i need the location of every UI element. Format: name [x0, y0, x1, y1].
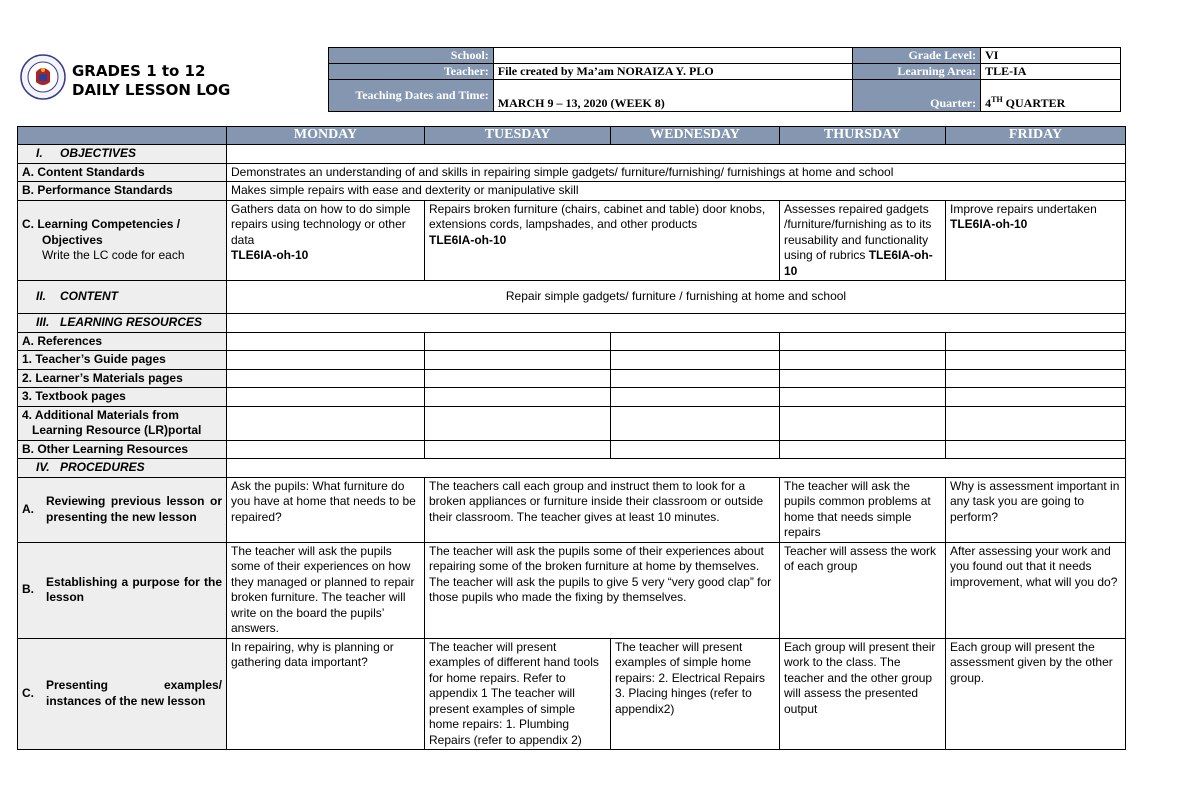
day-thursday: THURSDAY [780, 127, 946, 145]
teaching-dates-value: MARCH 9 – 13, 2020 (WEEK 8) [493, 80, 852, 112]
content-row [18, 281, 1126, 314]
quarter-label: Quarter: [853, 80, 981, 112]
additional-materials-label: 4. Additional Materials from Learning Resource (LR)portal [18, 406, 227, 440]
content-standards-label: A. Content Standards [18, 163, 227, 182]
procedure-b-tuesday: The teacher will ask the pupils some of their experiences about repairing some of the broken furniture at home by themselves. The teacher will ask the pupils to give 5 very “very good clap” for those pupils who made the fixing by themselves. [425, 542, 780, 638]
learners-materials-label: 2. Learner’s Materials pages [18, 369, 227, 388]
lesson-log-table [17, 126, 1126, 750]
teacher-value: File created by Ma’am NORAIZA Y. PLO [493, 64, 852, 80]
procedure-c-wednesday: The teacher will present examples of simple home repairs: 2. Electrical Repairs 3. Placing hinges (refer to appendix2) [611, 638, 780, 750]
day-header-blank [18, 127, 227, 145]
content-standards-value: Demonstrates an understanding of and skills in repairing simple gadgets/ furniture/furnishing/ furnishings at home and school [227, 163, 1126, 182]
procedure-b-label: B. Establishing a purpose for the lesson [18, 542, 227, 638]
learning-resources-heading: III. LEARNING RESOURCES [18, 314, 227, 333]
objectives-row [18, 145, 1126, 164]
procedure-a-friday: Why is assessment important in any task you are going to perform? [946, 477, 1126, 542]
school-label: School: [329, 48, 494, 64]
additional-materials-row [18, 406, 1126, 440]
references-label: A. References [18, 332, 227, 351]
performance-standards-row [18, 182, 1126, 201]
procedure-a-label: A. Reviewing previous lesson or presenting the new lesson [18, 477, 227, 542]
title-line-1: GRADES 1 to 12 [72, 62, 206, 80]
procedures-heading: IV. PROCEDURES [18, 459, 227, 478]
procedure-c-monday: In repairing, why is planning or gathering data important? [227, 638, 425, 750]
textbook-label: 3. Textbook pages [18, 388, 227, 407]
objectives-heading: I. OBJECTIVES [18, 145, 227, 164]
procedure-c-tuesday: The teacher will present examples of different hand tools for home repairs. Refer to appendix 1 The teacher will present examples of simple home repairs: 1. Plumbing Repairs (refer to appendix 2) [425, 638, 611, 750]
performance-standards-label: B. Performance Standards [18, 182, 227, 201]
textbook-row [18, 388, 1126, 407]
content-standards-row [18, 163, 1126, 182]
day-tuesday: TUESDAY [425, 127, 611, 145]
content-heading: II. CONTENT [18, 281, 227, 314]
procedures-row [18, 459, 1126, 478]
procedure-b-friday: After assessing your work and you found out that it needs improvement, what will you do? [946, 542, 1126, 638]
procedure-c-row [18, 638, 1126, 750]
learning-competencies-label: C. Learning Competencies / Objectives Write the LC code for each [18, 200, 227, 281]
lesson-info-table [328, 47, 1121, 112]
day-header-row [18, 127, 1126, 145]
learning-resources-row [18, 314, 1126, 333]
procedure-a-row [18, 477, 1126, 542]
procedure-c-label: C. Presenting examples/ instances of the new lesson [18, 638, 227, 750]
procedure-a-monday: Ask the pupils: What furniture do you have at home that needs to be repaired? [227, 477, 425, 542]
grade-level-value: VI [981, 48, 1121, 64]
procedure-c-friday: Each group will present the assessment given by the other group. [946, 638, 1126, 750]
learners-materials-row [18, 369, 1126, 388]
content-value: Repair simple gadgets/ furniture / furnishing at home and school [227, 281, 1126, 314]
grade-level-label: Grade Level: [853, 48, 981, 64]
lc-thursday: Assesses repaired gadgets /furniture/furnishing as to its reusability and functionality using of rubrics TLE6IA-oh-10 [780, 200, 946, 281]
quarter-suffix: TH [991, 95, 1003, 104]
quarter-number: 4 [985, 96, 992, 110]
other-resources-row [18, 440, 1126, 459]
page-title [72, 62, 230, 100]
learning-area-value: TLE-IA [981, 64, 1121, 80]
procedure-c-thursday: Each group will present their work to the class. The teacher and the other group will assess the presented output [780, 638, 946, 750]
day-friday: FRIDAY [946, 127, 1126, 145]
day-wednesday: WEDNESDAY [611, 127, 780, 145]
quarter-word: QUARTER [1002, 96, 1066, 110]
performance-standards-value: Makes simple repairs with ease and dexterity or manipulative skill [227, 182, 1126, 201]
procedure-b-monday: The teacher will ask the pupils some of their experiences on how they managed or planned to repair broken furniture. The teacher will write on the board the pupils’ answers. [227, 542, 425, 638]
teacher-label: Teacher: [329, 64, 494, 80]
lc-monday: Gathers data on how to do simple repairs using technology or other data TLE6IA-oh-10 [227, 200, 425, 281]
procedure-a-tuesday: The teachers call each group and instruct them to look for a broken appliances or furniture inside their classroom or outside their classroom. The teacher gives at least 10 minutes. [425, 477, 780, 542]
lc-friday: Improve repairs undertaken TLE6IA-oh-10 [946, 200, 1126, 281]
title-line-2: DAILY LESSON LOG [72, 81, 231, 99]
teachers-guide-label: 1. Teacher’s Guide pages [18, 351, 227, 370]
quarter-value [981, 80, 1121, 112]
procedure-b-row [18, 542, 1126, 638]
teachers-guide-row [18, 351, 1126, 370]
learning-area-label: Learning Area: [853, 64, 981, 80]
school-value [493, 48, 852, 64]
procedure-a-thursday: The teacher will ask the pupils common problems at home that needs simple repairs [780, 477, 946, 542]
other-resources-label: B. Other Learning Resources [18, 440, 227, 459]
deped-seal-logo [20, 54, 66, 100]
day-monday: MONDAY [227, 127, 425, 145]
teaching-dates-label: Teaching Dates and Time: [329, 80, 494, 112]
references-row [18, 332, 1126, 351]
procedure-b-thursday: Teacher will assess the work of each group [780, 542, 946, 638]
lc-tuesday: Repairs broken furniture (chairs, cabinet and table) door knobs, extensions cords, lampshades, and other products TLE6IA-oh-10 [425, 200, 780, 281]
learning-competencies-row [18, 200, 1126, 281]
